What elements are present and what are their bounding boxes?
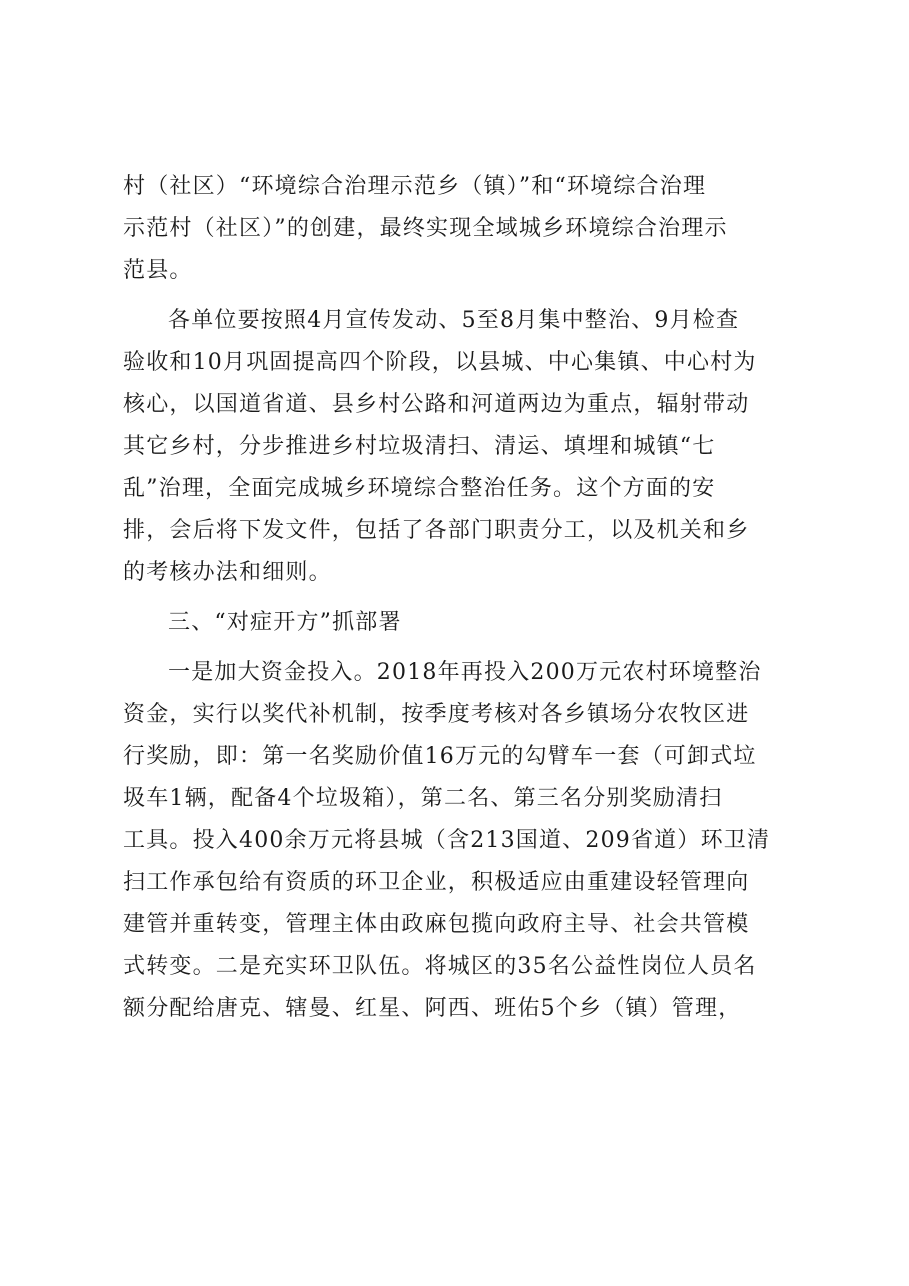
text-line: 核心，以国道省道、县乡村公路和河道两边为重点，辐射带动	[123, 392, 750, 417]
text-line: 建管并重转变，管理主体由政麻包揽向政府主导、社会共管模	[123, 912, 750, 937]
paragraph-gap	[123, 644, 803, 652]
text-line: 额分配给唐克、辖曼、红星、阿西、班佑5个乡（镇）管理，	[123, 996, 742, 1021]
text-line: 其它乡村，分步推进乡村垃圾清扫、清运、填埋和城镇“七	[123, 434, 716, 459]
text-line: 验收和10月巩固提高四个阶段，以县城、中心集镇、中心村为	[123, 350, 757, 375]
paragraph-gap	[123, 594, 803, 602]
text-line: 各单位要按照4月宣传发动、5至8月集中整治、9月检查	[168, 308, 740, 333]
text-line: 示范村（社区）”的创建，最终实现全域城乡环境综合治理示	[123, 216, 728, 241]
text-line: 资金，实行以奖代补机制，按季度考核对各乡镇场分农牧区进	[123, 702, 750, 727]
text-line: 三、“对症开方”抓部署	[168, 610, 402, 635]
text-line: 的考核办法和细则。	[123, 560, 332, 585]
text-line: 一是加大资金投入。2018年再投入200万元农村环境整治	[168, 660, 762, 685]
text-line: 村（社区）“环境综合治理示范乡（镇）”和“环境综合治理	[123, 174, 707, 199]
text-line: 范县。	[123, 258, 193, 283]
document-body	[123, 166, 803, 1030]
text-line: 排，会后将下发文件，包括了各部门职责分工，以及机关和乡	[123, 518, 750, 543]
text-line: 工具。投入400余万元将县城（含213国道、209省道）环卫清	[123, 828, 771, 853]
text-line: 行奖励，即：第一名奖励价值16万元的勾臂车一套（可卸式垃	[123, 744, 757, 769]
text-line: 扫工作承包给有资质的环卫企业，积极适应由重建设轻管理向	[123, 870, 750, 895]
text-line: 式转变。二是充实环卫队伍。将城区的35名公益性岗位人员名	[123, 954, 757, 979]
text-line: 圾车1辆，配备4个垃圾箱），第二名、第三名分别奖励清扫	[123, 786, 723, 811]
text-line: 乱”治理，全面完成城乡环境综合整治任务。这个方面的安	[123, 476, 716, 501]
paragraph-gap	[123, 292, 803, 300]
